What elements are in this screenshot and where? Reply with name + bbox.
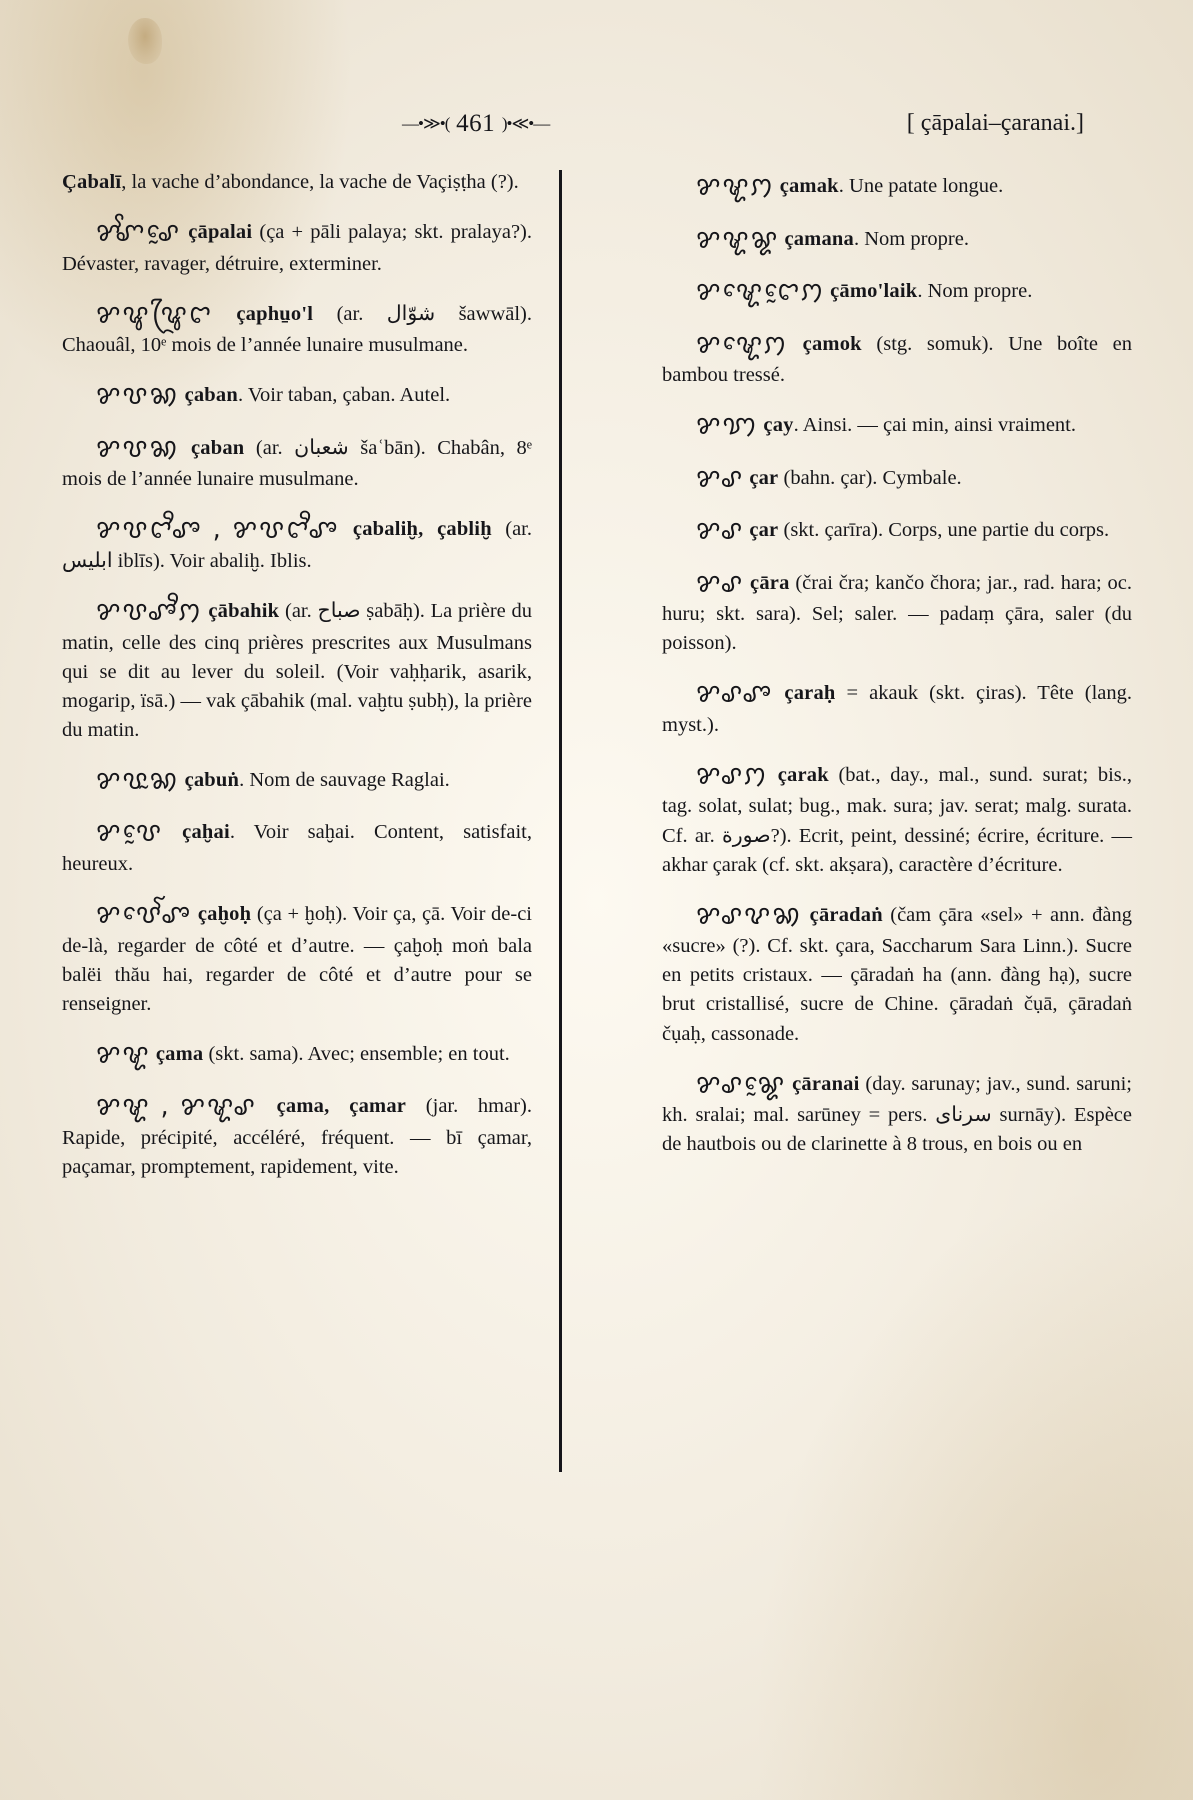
entry-body: (bahn. çar). Cymbale.	[778, 466, 962, 489]
paper-stain	[128, 18, 162, 64]
dictionary-entry	[62, 377, 532, 413]
dictionary-entry	[662, 897, 1132, 1049]
dictionary-entry	[662, 221, 1132, 257]
entry-body: (skt. çarīra). Corps, une partie du corps.	[778, 519, 1110, 542]
entry-body: (ça + ḫoḥ). Voir ça, çā. Voir de-ci de-là, regarder de côté et d’autre. — çaḫoḥ moṅ bala balëi thău hai, regarder de côté et d’autre pour se renseigner.	[62, 903, 533, 1015]
dictionary-entry	[62, 593, 532, 745]
entry-headword: Çabalī	[62, 171, 122, 193]
cham-script: ꨌꨝꩆ	[96, 379, 180, 411]
entry-headword: çar	[749, 519, 779, 542]
entry-body: (skt. sama). Avec; ensemble; en tout.	[203, 1042, 510, 1065]
dictionary-entry	[62, 296, 532, 361]
entry-body: (ar. شوّال šawwāl). Chaouâl, 10ᵉ mois de l’année lunaire musulmane.	[62, 302, 532, 357]
running-head: [ çāpalai–çaranai.]	[906, 110, 1084, 136]
entry-headword: çama, çamar	[276, 1095, 407, 1118]
entry-body: . Nom de sauvage Raglai.	[239, 768, 450, 791]
entry-body: (čam çāra «sel» + ann. đàng «sucre» (?). Cf. skt. çara, Saccharum Sara Linn.). Sucre en petits cristaux. — çāradaṅ ha (ann. đàng hạ), sucre brut cristallisé, sucre de Chine. çāradaṅ čụā, çāradaṅ čụaḥ, cassonade.	[662, 903, 1133, 1045]
entry-body: (stg. somuk). Une boîte en bambou tressé.	[662, 332, 1132, 386]
folio-right-ornament: )•≪•—	[501, 114, 550, 133]
cham-script: ꨌꨠꨯꨤꨰꩀ	[696, 275, 825, 306]
cham-script: ꨌꨥꨥꨴꨤ	[96, 297, 213, 329]
entry-body: (ar. ابليس iblīs). Voir abaliḫ. Iblis.	[62, 518, 533, 572]
dictionary-entry	[62, 430, 532, 495]
entry-headword: çābahik	[208, 600, 280, 623]
dictionary-entry	[662, 273, 1132, 309]
dictionary-entry	[62, 511, 532, 576]
cham-script: ꨌꨣ	[696, 461, 745, 493]
dictionary-entry	[62, 1088, 532, 1182]
cham-script: ꨌꨣꨘꨰ	[696, 1067, 787, 1099]
cham-script: ꨌꩈ	[696, 409, 759, 440]
entry-headword: çāranai	[792, 1072, 860, 1095]
entry-headword: çarak	[777, 763, 829, 786]
cham-script: ꨌꨝꨨꨪꩀ	[96, 595, 203, 626]
entry-headword: çaraḥ	[784, 682, 836, 705]
cham-script: ꨌꨝꨤꨪꨨ , ꨌꨝꨤꨪꨨ	[96, 513, 340, 545]
entry-headword: çāra	[750, 571, 790, 594]
cham-script: ꨌꨩꨚꨣꨰ	[96, 216, 182, 247]
left-column	[62, 168, 532, 1199]
dictionary-entry	[62, 214, 532, 279]
entry-headword: çay	[763, 414, 794, 437]
cham-script: ꨌꨠ , ꨌꨠꨣ	[96, 1090, 257, 1122]
dictionary-entry	[662, 1066, 1132, 1160]
entry-headword: çaḫoḥ	[197, 903, 252, 926]
cham-script: ꨌꨝꨯꨱꨨ	[96, 898, 193, 929]
column-divider-rule	[559, 170, 562, 1472]
entry-body: (ça + pāli palaya; skt. pralaya?). Dévaster, ravager, détruire, exterminer.	[62, 221, 532, 275]
entry-headword: çamok	[802, 332, 862, 355]
page-content	[62, 110, 1132, 1199]
entry-body: . Ainsi. — çai min, ainsi vraiment.	[793, 414, 1076, 437]
entry-body: (day. sarunay; jav., sund. saruni; kh. sralai; mal. sarūney = pers. سرناى surnāy). Espèce de hautbois ou de clarinette à 8 trous, en bois ou en	[662, 1072, 1133, 1156]
dictionary-entry	[662, 326, 1132, 391]
cham-script: ꨌꨣꨨ	[696, 677, 774, 709]
dictionary-entry	[662, 407, 1132, 443]
entry-body: . Voir taban, çaban. Autel.	[237, 384, 451, 407]
folio-number: 461	[456, 110, 496, 137]
entry-body: (jar. hmar). Rapide, précipité, accéléré, fréquent. — bī çamar, paçamar, promptement, rapidement, vite.	[62, 1095, 533, 1179]
entry-body: (bat., day., mal., sund. surat; bis., tag. solat, sulat; bug., mak. sura; jav. serat; malg. surata. Cf. ar. صورة?). Ecrit, peint, dessiné; écrire, écriture. — akhar çarak (cf. skt. akṣara), caractère d’écriture.	[662, 763, 1133, 876]
dictionary-entry	[662, 460, 1132, 496]
cham-script: ꨌꨝꨰ	[96, 816, 164, 848]
cham-script: ꨌꨠꨯꩀ	[696, 327, 789, 359]
cham-script: ꨌꨣꩀ	[696, 759, 769, 790]
entry-body: (ar. صباح ṣabāḥ). La prière du matin, celle des cinq prières prescrites aux Musulmans qui se dit au lever du soleil. (Voir vaḥḥarik, asarik, mogarip, ïsā.) — vak çābahik (mal. vaḫtu ṣubḥ), la prière du matin.	[62, 600, 533, 741]
cham-script: ꨌꨣ	[696, 514, 745, 545]
cham-script: ꨌꨣ	[696, 566, 745, 598]
cham-script: ꨌꨠ	[96, 1038, 151, 1069]
entry-headword: çaḫai	[182, 821, 230, 844]
entry-headword: çāmo'laik	[830, 280, 918, 302]
page-header	[62, 110, 1132, 152]
entry-body: (črai čra; kančo čhora; jar., rad. hara; oc. huru; skt. sara). Sel; saler. — padaṃ çāra, saler (du poisson).	[662, 571, 1133, 655]
right-column	[662, 168, 1132, 1199]
cham-script: ꨌꨠꨘ	[696, 222, 780, 254]
dictionary-entry	[662, 675, 1132, 740]
cham-script: ꨌꨣꨖꩆ	[696, 899, 803, 930]
entry-body: . Nom propre.	[917, 280, 1033, 302]
entry-headword: çabaliḫ, çabliḫ	[352, 518, 492, 541]
dictionary-entry	[62, 896, 532, 1019]
entry-headword: çabuṅ	[184, 768, 240, 791]
two-column-body	[62, 168, 1132, 1199]
entry-headword: çāpalai	[188, 221, 253, 244]
dictionary-entry	[662, 512, 1132, 548]
folio-number-block	[402, 110, 549, 138]
folio-left-ornament: —•≫•(	[402, 114, 450, 133]
entry-headword: çamak	[779, 175, 839, 197]
dictionary-entry	[62, 1036, 532, 1072]
cham-script: ꨌꨝꩆ	[96, 432, 180, 463]
entry-body: . Voir saḫai. Content, satisfait, heureux.	[62, 821, 532, 875]
entry-body: . Nom propre.	[853, 227, 969, 250]
entry-headword: çar	[749, 466, 779, 489]
entry-body: , la vache d’abondance, la vache de Vaçiṣṭha (?).	[121, 171, 519, 193]
dictionary-entry	[662, 565, 1132, 659]
entry-headword: çaban	[190, 436, 245, 459]
dictionary-entry	[62, 168, 532, 197]
entry-body: . Une patate longue.	[838, 175, 1004, 197]
dictionary-entry	[62, 814, 532, 879]
dictionary-entry	[62, 762, 532, 798]
entry-headword: çāradaṅ	[809, 903, 883, 926]
cham-script: ꨌꨠꩀ	[696, 170, 775, 201]
entry-body: = akauk (skt. çiras). Tête (lang. myst.).	[662, 682, 1132, 736]
entry-headword: çaban	[184, 384, 238, 407]
cham-script: ꨌꨝꨭꩆ	[96, 764, 180, 795]
dictionary-entry	[662, 168, 1132, 204]
entry-headword: çaphu̱o'l	[236, 302, 314, 325]
entry-headword: çamana	[784, 227, 854, 250]
entry-headword: çama	[155, 1042, 204, 1065]
entry-body: (ar. شعبان šaʿbān). Chabân, 8ᵉ mois de l’année lunaire musulmane.	[62, 436, 533, 491]
dictionary-entry	[662, 757, 1132, 880]
